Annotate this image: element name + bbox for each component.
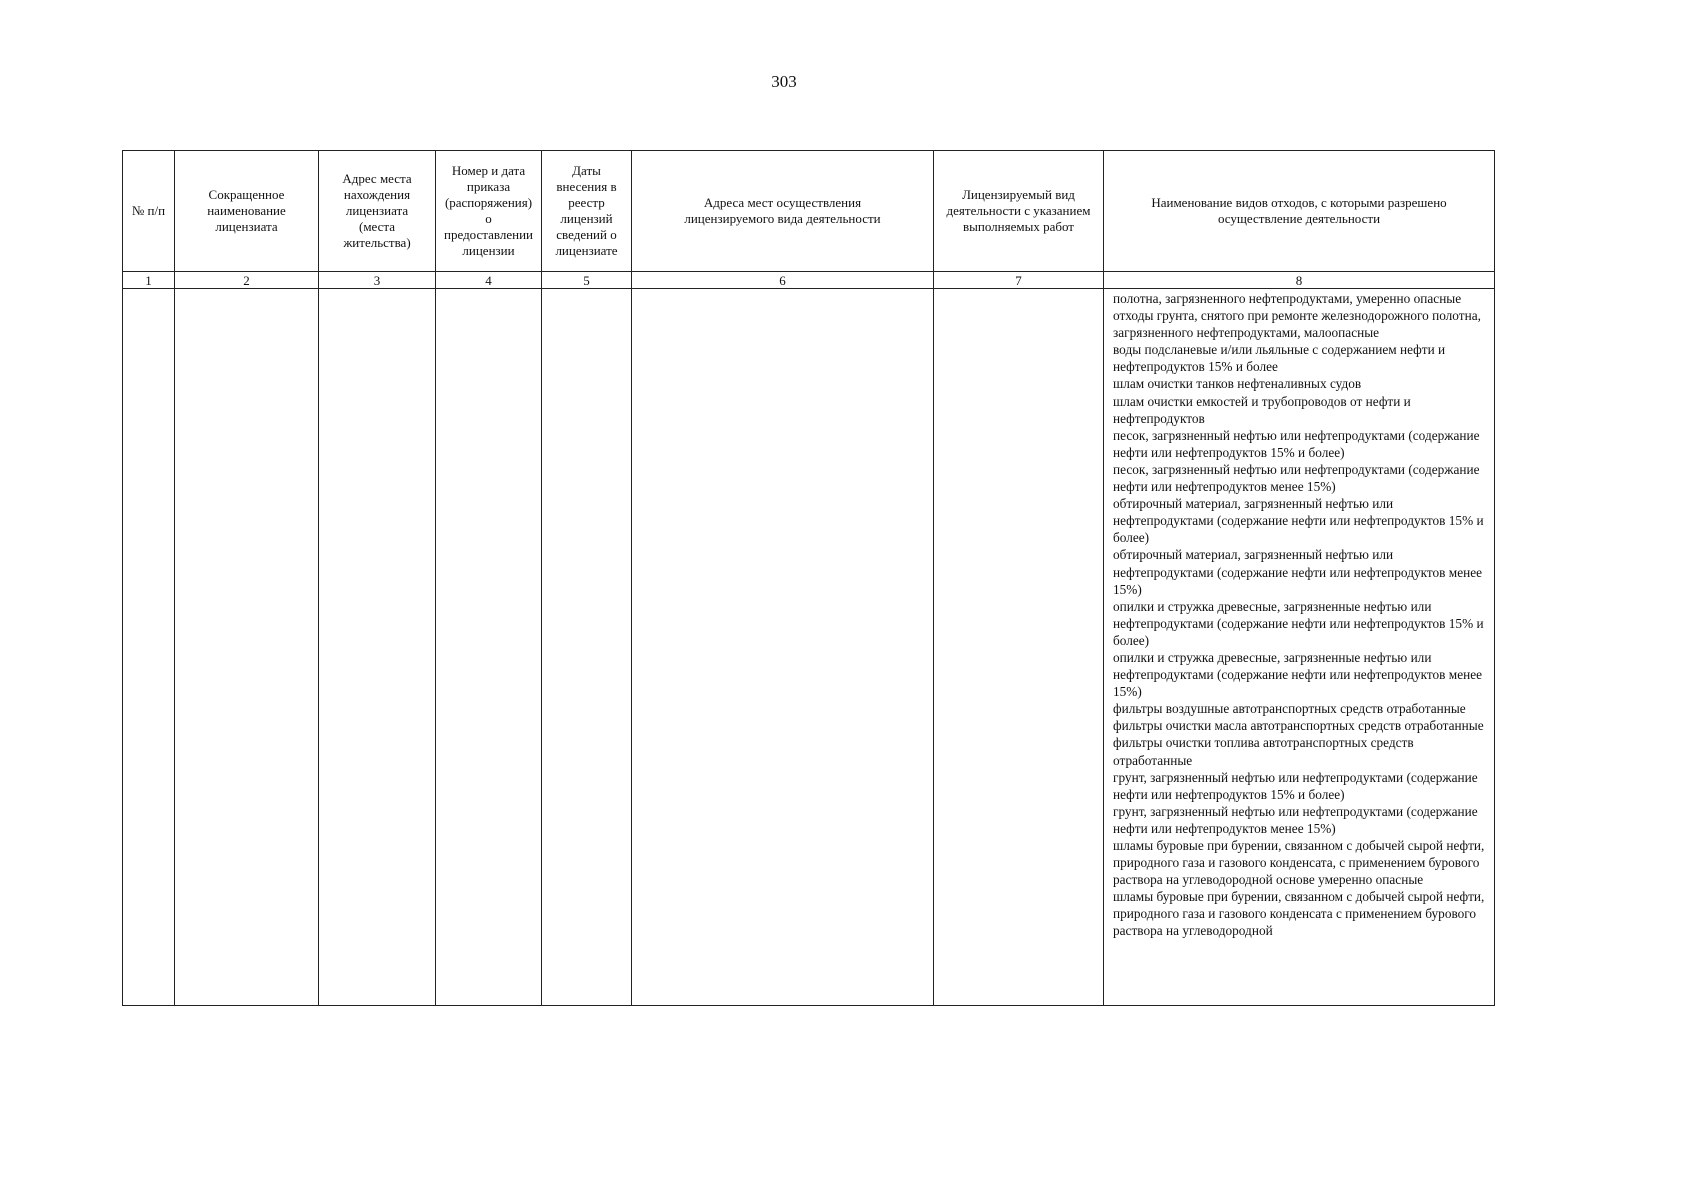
column-number: 8 [1104,272,1495,289]
cell-licensee-name [175,289,319,1006]
waste-type-item: опилки и стружка древесные, загрязненные нефтью или нефтепродуктами (содержание нефти или нефтепродуктов менее 15%) [1113,649,1483,700]
waste-type-item: шлам очистки емкостей и трубопроводов от нефти и нефтепродуктов [1113,393,1411,426]
column-number: 3 [319,272,436,289]
cell-activity-addresses [632,289,934,1006]
license-registry-table [122,150,1495,1006]
column-number-row [123,272,1495,289]
header-number: № п/п [123,151,175,272]
waste-type-item: грунт, загрязненный нефтью или нефтепродуктами (содержание нефти или нефтепродуктов менее 15%) [1113,803,1478,836]
waste-type-item: полотна, загрязненного нефтепродуктами, умеренно опасные [1113,291,1462,306]
cell-licensed-activity [934,289,1104,1006]
waste-type-item: фильтры очистки масла автотранспортных средств отработанные [1113,718,1484,734]
waste-type-item: воды подсланевые и/или льяльные с содержанием нефти и нефтепродуктов 15% и более [1113,342,1446,375]
page-number: 303 [771,72,797,91]
cell-order-number-date [436,289,542,1006]
waste-type-item: песок, загрязненный нефтью или нефтепродуктами (содержание нефти или нефтепродуктов менее 15%) [1113,461,1480,495]
header-waste-types: Наименование видов отходов, с которыми разрешено осуществление деятельности [1104,151,1495,272]
header-licensee-name: Сокращенное наименование лицензиата [175,151,319,272]
waste-type-item: фильтры воздушные автотранспортных средств отработанные [1113,701,1466,717]
waste-type-item: обтирочный материал, загрязненный нефтью или нефтепродуктами (содержание нефти или нефтепродуктов 15% и более) [1113,496,1484,546]
column-number: 5 [542,272,632,289]
waste-type-item: фильтры очистки топлива автотранспортных средств отработанные [1113,735,1414,768]
header-activity-addresses: Адреса мест осуществления лицензируемого вида деятельности [632,151,934,272]
header-licensee-address: Адрес места нахождения лицензиата (места жительства) [319,151,436,272]
column-number: 1 [123,272,175,289]
waste-type-item: шламы буровые при бурении, связанном с добычей сырой нефти, природного газа и газового конденсата с применением бурового раствора на углеводородной [1113,889,1485,939]
header-row [123,151,1495,272]
cell-licensee-address [319,289,436,1006]
header-registry-dates: Даты внесения в реестр лицензий сведений о лицензиате [542,151,632,272]
column-number: 6 [632,272,934,289]
column-number: 7 [934,272,1104,289]
waste-type-item: опилки и стружка древесные, загрязненные нефтью или нефтепродуктами (содержание нефти или нефтепродуктов 15% и более) [1113,598,1484,648]
column-number: 2 [175,272,319,289]
table-row [123,289,1495,1006]
waste-type-item: грунт, загрязненный нефтью или нефтепродуктами (содержание нефти или нефтепродуктов 15% и более) [1113,769,1478,802]
column-number: 4 [436,272,542,289]
header-order-number-date: Номер и дата приказа (распоряжения) о предоставлении лицензии [436,151,542,272]
waste-type-item: шламы буровые при бурении, связанном с добычей сырой нефти, природного газа и газового конденсата, с применением бурового раствора на углеводородной основе умеренно опасные [1113,838,1485,888]
cell-registry-dates [542,289,632,1006]
waste-type-item: песок, загрязненный нефтью или нефтепродуктами (содержание нефти или нефтепродуктов 15% и более) [1113,427,1480,460]
cell-waste-types [1104,289,1495,1006]
waste-type-item: обтирочный материал, загрязненный нефтью или нефтепродуктами (содержание нефти или нефтепродуктов менее 15%) [1113,547,1483,597]
waste-types-list [1104,289,1494,940]
waste-type-item: шлам очистки танков нефтеналивных судов [1113,376,1362,392]
cell-number [123,289,175,1006]
header-licensed-activity: Лицензируемый вид деятельности с указанием выполняемых работ [934,151,1104,272]
waste-type-item: отходы грунта, снятого при ремонте железнодорожного полотна, загрязненного нефтепродуктами, малоопасные [1113,308,1481,341]
